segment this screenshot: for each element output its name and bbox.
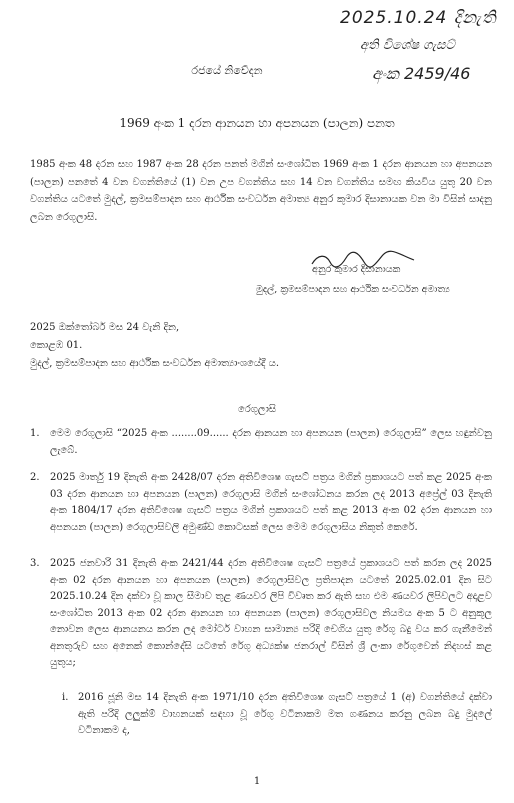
publisher-heading: රජයේ නිවේදන [191, 64, 263, 77]
handwritten-gazette-type: අති විශේෂ ගැසට් [360, 38, 455, 53]
intro-paragraph: 1985 අංක 48 දරන සහ 1987 අංක 28 දරන පනත් මගින් සංශෝධිත 1969 අංක 1 දරන ආනයන හා අපනයන (පාලන) පනතේ 4 වන වගන්තියේ (1) වන උප වගන්තිය සහ 14 වන වගන්තිය සමඟ කියවිය යුතු 20 වන වගන්තිය යටතේ මුදල්, ක්‍රමසම්පාදන සහ ආර්ථික සංවර්ධන අමාත්‍ය අනුර කුමාර දිසානායක වන මා විසින් සාදනු ලබන රෙගුලාසි. [30, 159, 492, 223]
act-title: 1969 අංක 1 දරන ආනයන හා අපනයන (පාලන) පනත [119, 116, 395, 130]
regulation-number: 2. [30, 472, 40, 483]
regulation-subitem [62, 690, 492, 740]
regulation-number: 3. [30, 558, 40, 569]
regulation-item [30, 556, 492, 672]
regulation-number: 1. [30, 428, 40, 439]
subitem-number: i. [62, 692, 69, 703]
handwritten-gazette-number: අංක 2459/46 [372, 64, 471, 83]
office-line: මුදල්, ක්‍රමසම්පාදන සහ ආර්ථික සංවර්ධන අමාත්‍යාංශයේදී ය. [30, 358, 280, 369]
regulation-item [30, 426, 492, 459]
regulation-text: 2025 ජනවාරි 31 දිනැති අංක 2421/44 දරන අතිවිශෙෂ ගැසට් පත්‍රයේ ප්‍රකාශයට පත් කරන ලද 2025 අංක 02 දරන ආනයන හා අපනයන (පාලන) රෙගුලාසිවල ප්‍රතිපාදන යටතේ 2025.02.01 දින සිට 2025.10.24 දින දක්වා වූ කාල සීමාව තුළ ණයවර ලිපි විවෘත කර ඇති සහ එම ණයවර ලිපිවලට අදාළව සංශෝධිත 2013 අංක 02 දරන ආනයන හා අපනයන (පාලන) රෙගුලාසිවල නියමය අංක 5 ට අනුකූල නොවන ලෙස ආනයනය කරන ලද මෝටර් වාහන සාමාන්‍ය පරිදි චෙගිය යුතු රේගු බදු වය කර ගැනීමෙන් අනතුරුව සහ අනෙක් කොන්දේසි යටතේ රේගු අධ්‍යක්ෂ ජනරාල් විසින් ශ්‍රී ලංකා රේගුවෙන් නිදහස් කළ යුතුය; [50, 558, 492, 668]
signatory-name: අනුර කුමාර දිසානායක [312, 264, 401, 275]
signatory-title: මුදල්, ක්‍රමසම්පාදන සහ ආර්ථික සංවර්ධන අමාත්‍ය [256, 284, 450, 295]
regulation-item [30, 470, 492, 536]
handwritten-date: 2025.10.24 දිනැති [340, 8, 497, 28]
regulations-heading: රෙගුලාසි [237, 404, 277, 415]
dated-line: 2025 ඔක්තෝබර් මස 24 වැනි දින, [30, 322, 180, 333]
regulation-text: මෙම රෙගුලාසි “2025 අංක ........09...... දරන ආනයන හා අපනයන (පාලන) රෙගුලාසි” ලෙස හඳුන්වනු ලැබේ. [50, 428, 492, 456]
regulation-text: 2025 මාර්තු 19 දිනැති අංක 2428/07 දරන අතිවිශෙෂ ගැසට් පත්‍රය මගින් ප්‍රකාශයට පත් කළ 2025 අංක 03 දරන ආනයන හා අපනයන (පාලන) රෙගුලාසි මගින් සංශෝධනය කරන ලද 2013 අප්‍රේල් 03 දිනැති අංක 1804/17 දරන අතිවිශෙෂ ගැසට් පත්‍රය මගින් ප්‍රකාශයට පත් කළ 2013 අංක 02 දරන ආනයන හා අපනයන (පාලන) රෙගුලාසිවලි අමුණ්ඩ කොටසක් ලෙස මෙම රෙගුලාසිය නිකුත් කෙරේ. [50, 472, 492, 533]
subitem-text: 2016 ජූනි මස 14 දිනැති අංක 1971/10 දරන අතිවිශෙෂ ගැසට් පත්‍රයේ 1 (අ) වගන්තියේ දක්වා ඇති පරිදි ලලුක්ම් වාහනයක් සඳහා වූ රේගු වටිනාකම මත ගණනය කරනු ලබන බදු මුදලේ වටිනාකම ද, [78, 692, 492, 736]
place-line: කොළඹ 01. [30, 340, 83, 351]
page-number: 1 [253, 776, 261, 787]
